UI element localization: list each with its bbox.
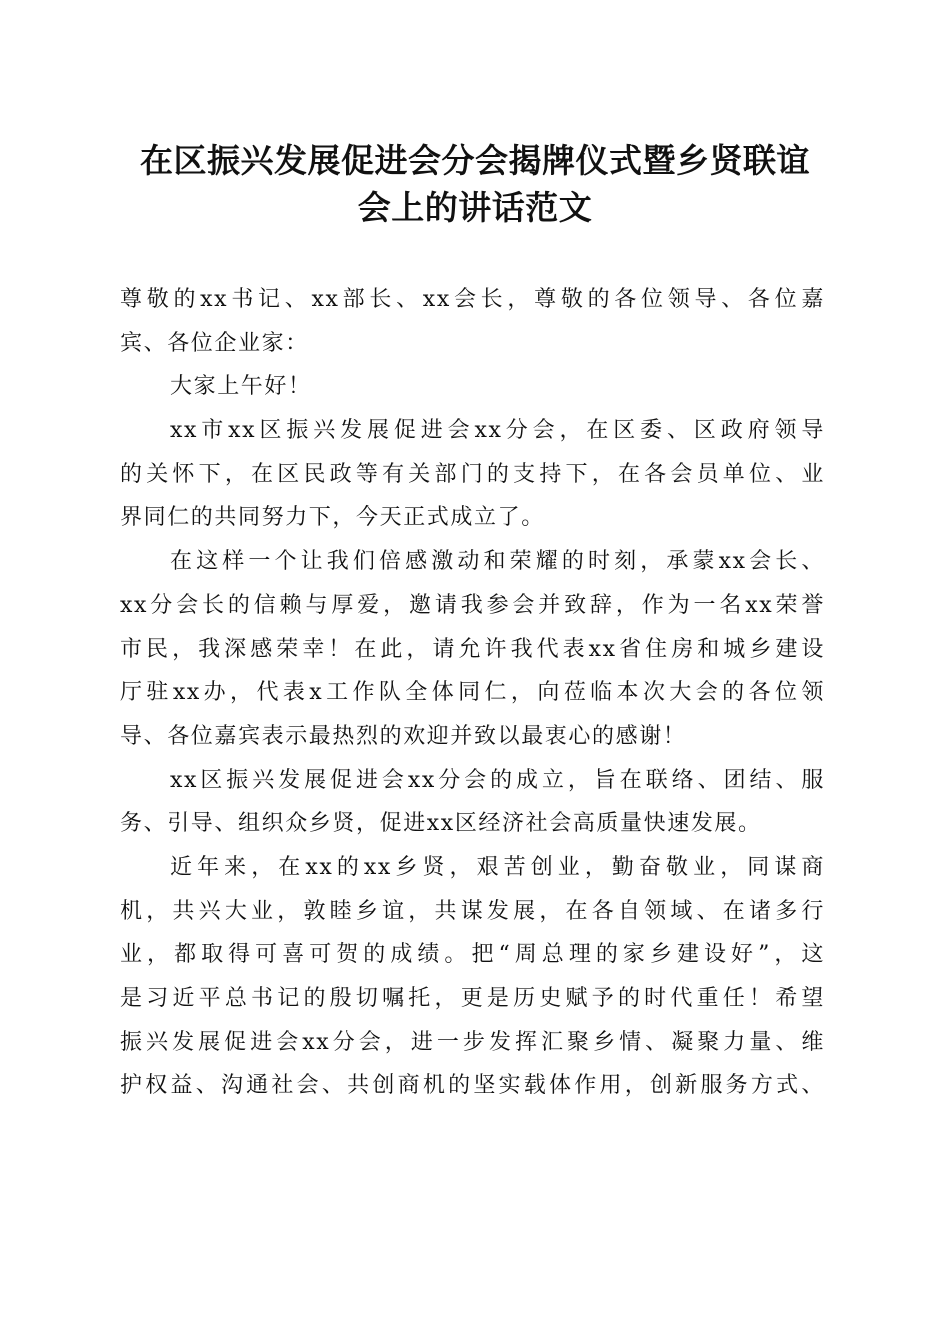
salutation-line-2: 宾、各位企业家：: [120, 330, 309, 356]
paragraph-1-line-1: xx市xx区振兴发展促进会xx分会，在区委、区政府领导: [170, 418, 825, 444]
greeting-line: 大家上午好！: [170, 374, 312, 400]
paragraph-2-line-4: 厅驻xx办，代表x工作队全体同仁，向莅临本次大会的各位领: [120, 680, 825, 706]
paragraph-3-line-2: 务、引导、组织众乡贤，促进xx区经济社会高质量快速发展。: [120, 811, 762, 837]
paragraph-1-line-2: 的关怀下，在区民政等有关部门的支持下，在各会员单位、业: [120, 461, 825, 487]
paragraph-2-line-2: xx分会长的信赖与厚爱，邀请我参会并致辞，作为一名xx荣誉: [120, 592, 825, 618]
salutation-line-1: 尊敬的xx书记、xx部长、xx会长，尊敬的各位领导、各位嘉: [120, 287, 825, 312]
paragraph-1-line-3: 界同仁的共同努力下，今天正式成立了。: [120, 505, 545, 531]
paragraph-4-line-2: 机，共兴大业，敦睦乡谊，共谋发展，在各自领域、在诸多行: [120, 898, 825, 924]
title-line-1: 在区振兴发展促进会分会揭牌仪式暨乡贤联谊: [140, 141, 810, 180]
paragraph-4-line-3: 业，都取得可喜可贺的成绩。把“周总理的家乡建设好”，这: [120, 942, 825, 968]
title-line-2: 会上的讲话范文: [357, 188, 593, 227]
paragraph-3-line-1: xx区振兴发展促进会xx分会的成立，旨在联络、团结、服: [170, 767, 825, 793]
paragraph-4-line-5: 振兴发展促进会xx分会，进一步发挥汇聚乡情、凝聚力量、维: [120, 1029, 825, 1055]
paragraph-4-line-1: 近年来，在xx的xx乡贤，艰苦创业，勤奋敬业，同谋商: [170, 854, 825, 880]
document-title: [110, 137, 840, 231]
paragraph-4-line-6: 护权益、沟通社会、共创商机的坚实载体作用，创新服务方式、: [120, 1073, 825, 1099]
paragraph-2-line-5: 导、各位嘉宾表示最热烈的欢迎并致以最衷心的感谢！: [120, 723, 687, 749]
paragraph-2-line-1: 在这样一个让我们倍感激动和荣耀的时刻，承蒙xx会长、: [170, 549, 825, 575]
paragraph-4-line-4: 是习近平总书记的殷切嘱托，更是历史赋予的时代重任！希望: [120, 986, 825, 1011]
paragraph-2-line-3: 市民，我深感荣幸！在此，请允许我代表xx省住房和城乡建设: [120, 636, 825, 662]
document-body: [120, 278, 825, 1108]
